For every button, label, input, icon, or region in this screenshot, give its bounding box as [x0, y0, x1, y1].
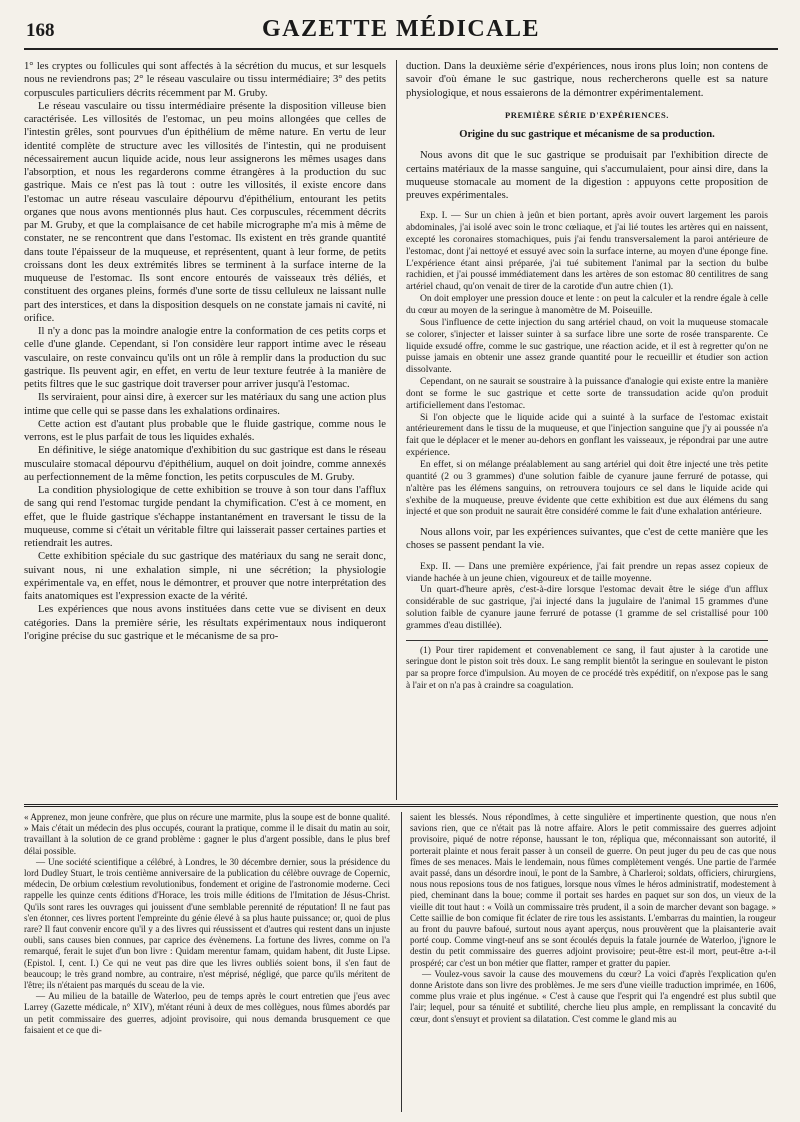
feuilleton-divider — [24, 804, 778, 807]
paragraph: Un quart-d'heure après, c'est-à-dire lorsque l'estomac devait être le siége d'un afflux considérable de suc gastrique, j'ai injecté dans la jugulaire de l'animal 15 grammes d'une solution faible de cyanure jaune ferruré de potasse (1 gramme de sel cristallisé pour 100 grammes d'eau distillée). — [406, 584, 768, 631]
paragraph: La condition physiologique de cette exhibition se trouve à son tour dans l'afflux de sang qui rend l'estomac turgide pendant la chymification. C'est à ce moment, en effet, que le fluide gastrique s'échappe instantanément en traversant le tissu de la muqueuse, comme si c'était un véritable filtre qui laisserait passer certaines parties et retiendrait les autres. — [24, 485, 386, 549]
page-header — [24, 14, 778, 50]
paragraph: Cette action est d'autant plus probable que le fluide gastrique, comme nous le verrons, est le plus parfait de tous les liquides exhalés. — [24, 418, 386, 443]
paragraph: — Une société scientifique a célébré, à Londres, le 30 décembre dernier, sous la présidence du lord Dudley Stuart, le trois centième anniversaire de la publication du célèbre ouvrage de Copernic, médecin, De orbium cœlestium revolutionibus, fondement et origine de l'astronomie moderne. Ceci rappelle les quinze cents éditions d'Horace, les trois mille éditions de l'Imitation de Jésus-Christ. Qu'ils sont rares les ouvrages qui jouissent d'une semblable perennité de réputation! Il ne faut pas s'en étonner, ces livres portent l'empreinte du génie élevé à sa plus haute puissance; or, quoi de plus rare? Il faut convenir encore qu'il y a des livres qui réussissent et d'autres qui restent dans un injuste oubli, sans causes bien connues, par caprice des évènemens. La fortune des livres, comme on l'a remarqué, ferait le sujet d'un bon livre : Quidam merentur famam, quidam habent, dit Juste Lipse. (Epistol. I, cent. I.) Ce qui ne veut pas dire que les livres oubliés soient bons, il s'en faut de beaucoup; le très grand nombre, au contraire, n'est méprisé, négligé, que parce qu'ils méritent de l'être; ils n'étaient pas marqués du sceau de la vie. — [24, 856, 390, 991]
paragraph: 1° les cryptes ou follicules qui sont affectés à la sécrétion du mucus, et sur lesquels nous ne reviendrons pas; 2° le réseau vasculaire ou tissu intermédiaire; 3° des petits corpuscules particuliers décrits récemment par M. Gruby. — [24, 61, 386, 99]
paragraph: En définitive, le siége anatomique d'exhibition du suc gastrique est dans le réseau musculaire stomacal dépourvu d'épithélium, auquel on doit joindre, comme annexés au perfectionnement de la même fonction, les petits corpuscules de M. Gruby. — [24, 445, 386, 483]
paragraph: Si l'on objecte que le liquide acide qui a suinté à la surface de l'estomac existait antérieurement dans le tissu de la muqueuse, et que l'injection sanguine que j'y ai poussée n'a fait que le déplacer et le mener au-dehors en gonflant les vaisseaux, je répondrai par une autre expérience. — [406, 411, 768, 459]
column-divider — [401, 812, 402, 1112]
section-title: PREMIÈRE SÉRIE D'EXPÉRIENCES. — [504, 109, 670, 120]
paragraph: Nous avons dit que le suc gastrique se produisait par l'exhibition directe de certains matériaux de la masse sanguine, qui s'accumulaient, pour ainsi dire, dans la muqueuse stomacale au moment de la digestion : appuyons cette proposition de preuves expérimentales. — [406, 150, 768, 201]
page-number: 168 — [26, 20, 55, 41]
experiment-1: Exp. I. — Sur un chien à jeûn et bien portant, après avoir ouvert largement les parois abdominales, j'ai isolé avec soin le tronc cœliaque, et j'ai lié toutes les artères qui en naissent, excepté les coronaires stomachiques, puis j'ai fendu transversalement la paroi antérieure de l'estomac, dont j'ai nettoyé et essuyé avec soin la surface interne, au moyen d'une éponge fine. L'expérience étant ainsi préparée, j'ai tué subitement l'animal par la section du bulbe rachidien, et j'ai poussé immédiatement dans les artères de son estomac 80 centilitres de sang artériel chaud, qu'on venait de tirer de la carotide d'un autre chien (1). — [406, 210, 768, 293]
paragraph: On doit employer une pression douce et lente : on peut la calculer et la rendre égale à celle du cœur au moyen de la seringue à manomètre de M. Poiseuille. — [406, 293, 768, 316]
paragraph: « Apprenez, mon jeune confrère, que plus on récure une marmite, plus la soupe est de bonne qualité. » Mais c'était un médecin des plus occupés, courant la pratique, comme il le disait du matin au soir, travaillant à la solution de ce grand problème : gagner le plus d'argent possible, dans le plus bref délai possible. — [24, 812, 390, 856]
paragraph: En effet, si on mélange préalablement au sang artériel qui doit être injecté une très petite quantité (2 ou 3 grammes) d'une solution faible de cyanure jaune ferruré de potasse, qui n'altère pas les élémens sanguins, on retrouvera toujours ce sel dans le liquide acide qui s'exhibe de la muqueuse, preuve évidente que cette exhibition est due aux élémens du sang injecté et que son produit ne saurait être considéré comme le fait d'une exhalation antérieure. — [406, 458, 768, 518]
experiment-2: Exp. II. — Dans une première expérience, j'ai fait prendre un repas assez copieux de viande hachée à un jeune chien, vigoureux et de taille moyenne. — [406, 560, 768, 584]
paragraph: Cette exhibition spéciale du suc gastrique des matériaux du sang ne serait donc, suivant nous, ni une exhalation simple, ni une sécrétion; la physiologie expérimentale va, en effet, nous le démontrer, et prouver que notre interprétation des faits anatomiques est l'expression exacte de la vérité. — [24, 551, 386, 602]
page — [24, 14, 778, 1114]
footnote-rule — [406, 640, 768, 641]
paragraph: Ils serviraient, pour ainsi dire, à exercer sur les matériaux du sang une action plus intime que celle qui se passe dans les exhalations ordinaires. — [24, 392, 386, 417]
paragraph: Le réseau vasculaire ou tissu intermédiaire présente la disposition villeuse bien caractérisée. Les villosités de l'estomac, un peu moins allongées que celles de l'intestin grêles, sont pourvues d'un épithélium de même nature. En vertu de leur identité complète de structure avec les villosités de l'intestin, qui ne produisent nécessairement aucun liquide acide, nous leur assignerons les mêmes usages dans l'absorption, et nous les regarderons comme étrangères à la production du suc gastrique. Mais ce n'est pas là tout : outre les villosités, il existe encore dans l'estomac un autre réseau vasculaire dépourvu d'épithélium, entourant les petits organes que nous avons mentionnés plus haut. Ces corpuscules, récemment décrits par M. Gruby, et que la complaisance de cet habile micrographe m'a mis à même de constater, ne se rencontrent que dans l'estomac. Ils existent en très grande quantité dans toute l'épaisseur de la muqueuse, et représentent, quant à leur forme, de petits croissans dont les deux extrémités libres se terminent à la surface interne de la muqueuse de l'estomac. Ils sont encore entourés de vaisseaux très déliés, et constituent des organes pleins, formés d'une sorte de tissu celluleux ne laissant nulle part des interstices, et dans la disposition desquels on ne constate jamais ni cavité, ni orifice. — [24, 100, 386, 324]
article-body — [24, 60, 778, 800]
masthead: GAZETTE MÉDICALE — [261, 16, 541, 42]
paragraph: Nous allons voir, par les expériences suivantes, que c'est de cette manière que les choses se passent pendant la vie. — [406, 527, 768, 552]
paragraph: — Voulez-vous savoir la cause des mouvemens du cœur? La voici d'après l'explication qu'en donne Aristote dans son livre des problèmes. Je me sers d'une vieille traduction imprimée, en 1606, comme plus vraie et plus ingénue. « C'est à cause que l'esprit qui l'a engendré est plus subtil que l'air; lequel, pour sa ténuité et subtilité, cherche lieu plus ample, en remplissant la concavité du cœur, dont s'ensuyt et provient sa dilatation. C'est comme le gland mis au — [410, 968, 776, 1024]
paragraph: duction. Dans la deuxième série d'expériences, nous irons plus loin; non contens de savoir d'où émane le suc gastrique, nous rechercherons quelle est sa nature physiologique, et nous essaierons de la démontrer expérimentalement. — [406, 61, 768, 99]
paragraph: Cependant, on ne saurait se soustraire à la puissance d'analogie qui existe entre la manière dont se forme le suc gastrique et cette sorte de transsudation acide qu'on produit artificiellement dans l'estomac. — [406, 376, 768, 411]
section-subtitle: Origine du suc gastrique et mécanisme de sa production. — [459, 129, 715, 140]
paragraph: Il n'y a donc pas la moindre analogie entre la conformation de ces petits corps et celle d'une glande. Cependant, si l'on considère leur rapport intime avec le réseau vasculaire, on reste convaincu qu'ils ont un rôle à remplir dans la production du suc gastrique. Ils peuvent agir, en effet, en vertu de leur texture feutrée à la manière de petits filtres que le suc gastrique doit traverser pour arriver jusqu'à l'estomac. — [24, 326, 386, 390]
column-divider — [396, 60, 397, 800]
feuilleton — [24, 812, 778, 1112]
paragraph: Les expériences que nous avons instituées dans cette vue se divisent en deux catégories. Dans la première série, les résultats expérimentaux nous indiqueront l'origine précise du suc gastrique et le mécanisme de sa pro- — [24, 604, 386, 642]
left-column — [24, 60, 386, 643]
right-column — [406, 60, 768, 692]
paragraph: saient les blessés. Nous répondîmes, à cette singulière et impertinente question, que nous n'en savions rien, que ce n'était pas là notre affaire. Alors le petit commissaire des guerres adjoint provisoire, piqué de notre réponse, haussant le ton, répliqua que, méconnaissant son autorité, il porterait plainte et nous ferait passer à un conseil de guerre. On peut juger du peu de cas que nous fîmes de ses menaces. Mais le lendemain, nous fûmes complètement vengés. Une partie de l'armée avait passé, dans un désordre inouï, le pont de la Sambre, à Charleroi; soldats, officiers, chirurgiens, nous nous reposions tous de nos fatigues, lorsque nous vîmes le héros administratif, modestement à pied, cheminant dans la boue; comme il portait ses hardes en paquet sur son dos, un vieux de la vieille dit tout haut : « Voilà un commissaire très prudent, il a soin de marcher devant son bagage. » Cette saillie de bon comique fit éclater de rire tous les assistants. L'embarras du maintien, la rougeur au front du pauvre bafoué, surtout nous ayant aperçus, nous prouvèrent que la plaisanterie avait porté coup. Comme vingt-neuf ans se sont écoulés depuis la fatale journée de Waterloo, j'ignore le destin du petit commissaire des guerres adjoint provisoire; peut-être est-il mort, peut-être a-t-il prospéré; car c'est un bon métier que flatter, ramper et gratter du papier. — [410, 812, 776, 968]
feuilleton-left-column — [24, 812, 390, 1036]
paragraph: — Au milieu de la bataille de Waterloo, peu de temps après le court entretien que j'eus avec Larrey (Gazette médicale, n° XIV), m'étant réuni à deux de mes collègues, nous fûmes abordés par un petit commissaire des guerres, adjoint provisoire, qui nous demanda brusquement ce que faisaient et ce que di- — [24, 991, 390, 1035]
paragraph: Sous l'influence de cette injection du sang artériel chaud, on voit la muqueuse stomacale se colorer, s'injecter et laisser suinter à sa surface libre une sorte de rosée transparente. Ce liquide exsudé offre, comme le suc gastrique, une réaction acide, et il est à regretter qu'on ne puisse jamais en obtenir une assez grande quantité pour le recueillir et étudier son action dissolvante. — [406, 316, 768, 376]
footnote: (1) Pour tirer rapidement et convenablement ce sang, il faut ajuster à la carotide une seringue dont le piston soit très doux. Le sang remplit bientôt la seringue en soulevant le piston par sa propre force d'impulsion. Au moyen de ce procédé très expéditif, on n'expose pas le sang à l'air et on n'a pas à craindre sa coagulation. — [406, 645, 768, 691]
feuilleton-right-column — [410, 812, 776, 1025]
